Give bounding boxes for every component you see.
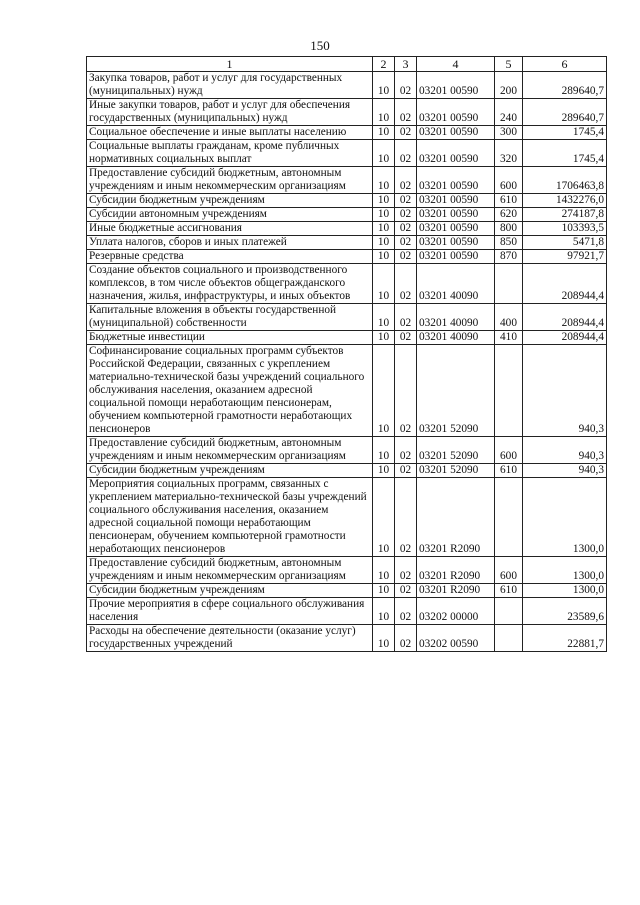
row-name-cell: Мероприятия социальных программ, связанных с укреплением материально-технической базы учреждений социального обслуживания населения, оказанием адресной социальной помощи неработающим пенсионерам, обучением компьютерной грамотности неработающих пенсионеров [87, 478, 373, 557]
target-article-cell: 03201 00590 [417, 126, 495, 140]
target-article-cell: 03201 52090 [417, 345, 495, 437]
section-code-cell: 10 [373, 437, 395, 464]
row-name-cell: Иные бюджетные ассигнования [87, 222, 373, 236]
table-row [87, 437, 607, 464]
row-name-cell: Софинансирование социальных программ субъектов Российской Федерации, связанных с укреплением материально-технической базы учреждений социального обслуживания населения, оказанием адресной социальной помощи неработающим пенсионерам, обучением компьютерной грамотности неработающих пенсионеров [87, 345, 373, 437]
section-code-cell: 10 [373, 126, 395, 140]
subsection-code-cell: 02 [395, 140, 417, 167]
table-row [87, 236, 607, 250]
expense-type-cell: 600 [495, 437, 523, 464]
subsection-code-cell: 02 [395, 72, 417, 99]
subsection-code-cell: 02 [395, 331, 417, 345]
amount-cell: 208944,4 [523, 264, 607, 304]
row-name-cell: Уплата налогов, сборов и иных платежей [87, 236, 373, 250]
table-row [87, 557, 607, 584]
expense-type-cell: 620 [495, 208, 523, 222]
section-code-cell: 10 [373, 557, 395, 584]
subsection-code-cell: 02 [395, 222, 417, 236]
target-article-cell: 03201 00590 [417, 167, 495, 194]
row-name-cell: Прочие мероприятия в сфере социального обслуживания населения [87, 598, 373, 625]
row-name-cell: Иные закупки товаров, работ и услуг для обеспечения государственных (муниципальных) нужд [87, 99, 373, 126]
target-article-cell: 03202 00000 [417, 598, 495, 625]
subsection-code-cell: 02 [395, 345, 417, 437]
subsection-code-cell: 02 [395, 99, 417, 126]
subsection-code-cell: 02 [395, 437, 417, 464]
section-code-cell: 10 [373, 99, 395, 126]
target-article-cell: 03201 52090 [417, 464, 495, 478]
section-code-cell: 10 [373, 194, 395, 208]
table-row [87, 99, 607, 126]
subsection-code-cell: 02 [395, 625, 417, 652]
amount-cell: 289640,7 [523, 99, 607, 126]
row-name-cell: Закупка товаров, работ и услуг для государственных (муниципальных) нужд [87, 72, 373, 99]
row-name-cell: Социальное обеспечение и иные выплаты населению [87, 126, 373, 140]
row-name-cell: Предоставление субсидий бюджетным, автономным учреждениям и иным некоммерческим организациям [87, 437, 373, 464]
amount-cell: 5471,8 [523, 236, 607, 250]
target-article-cell: 03201 00590 [417, 72, 495, 99]
expense-type-cell: 240 [495, 99, 523, 126]
table-row [87, 625, 607, 652]
target-article-cell: 03201 52090 [417, 437, 495, 464]
table-row [87, 194, 607, 208]
amount-cell: 97921,7 [523, 250, 607, 264]
subsection-code-cell: 02 [395, 194, 417, 208]
target-article-cell: 03202 00590 [417, 625, 495, 652]
amount-cell: 208944,4 [523, 331, 607, 345]
column-header: 3 [395, 57, 417, 72]
target-article-cell: 03201 40090 [417, 264, 495, 304]
amount-cell: 1706463,8 [523, 167, 607, 194]
page-number: 150 [310, 38, 330, 53]
expense-type-cell: 600 [495, 557, 523, 584]
table-row [87, 250, 607, 264]
subsection-code-cell: 02 [395, 264, 417, 304]
subsection-code-cell: 02 [395, 208, 417, 222]
amount-cell: 1300,0 [523, 478, 607, 557]
section-code-cell: 10 [373, 331, 395, 345]
table-row [87, 222, 607, 236]
row-name-cell: Предоставление субсидий бюджетным, автономным учреждениям и иным некоммерческим организациям [87, 167, 373, 194]
subsection-code-cell: 02 [395, 598, 417, 625]
expense-type-cell: 870 [495, 250, 523, 264]
expense-type-cell: 800 [495, 222, 523, 236]
expense-type-cell: 610 [495, 584, 523, 598]
table-row [87, 304, 607, 331]
section-code-cell: 10 [373, 72, 395, 99]
subsection-code-cell: 02 [395, 557, 417, 584]
row-name-cell: Субсидии бюджетным учреждениям [87, 464, 373, 478]
amount-cell: 1300,0 [523, 557, 607, 584]
section-code-cell: 10 [373, 236, 395, 250]
table-row [87, 584, 607, 598]
expense-type-cell [495, 345, 523, 437]
target-article-cell: 03201 00590 [417, 222, 495, 236]
target-article-cell: 03201 00590 [417, 194, 495, 208]
amount-cell: 940,3 [523, 464, 607, 478]
section-code-cell: 10 [373, 478, 395, 557]
budget-table [86, 56, 607, 652]
table-row [87, 208, 607, 222]
table-row [87, 464, 607, 478]
column-header: 2 [373, 57, 395, 72]
row-name-cell: Расходы на обеспечение деятельности (оказание услуг) государственных учреждений [87, 625, 373, 652]
target-article-cell: 03201 40090 [417, 331, 495, 345]
table-row [87, 478, 607, 557]
row-name-cell: Создание объектов социального и производственного комплексов, в том числе объектов общегражданского назначения, жилья, инфраструктуры, и иных объектов [87, 264, 373, 304]
section-code-cell: 10 [373, 167, 395, 194]
subsection-code-cell: 02 [395, 464, 417, 478]
budget-table-body [87, 57, 607, 652]
amount-cell: 940,3 [523, 437, 607, 464]
expense-type-cell: 610 [495, 194, 523, 208]
amount-cell: 274187,8 [523, 208, 607, 222]
target-article-cell: 03201 R2090 [417, 584, 495, 598]
amount-cell: 1300,0 [523, 584, 607, 598]
row-name-cell: Бюджетные инвестиции [87, 331, 373, 345]
amount-cell: 940,3 [523, 345, 607, 437]
table-row [87, 264, 607, 304]
column-header: 4 [417, 57, 495, 72]
expense-type-cell [495, 625, 523, 652]
target-article-cell: 03201 40090 [417, 304, 495, 331]
section-code-cell: 10 [373, 140, 395, 167]
expense-type-cell: 320 [495, 140, 523, 167]
amount-cell: 22881,7 [523, 625, 607, 652]
section-code-cell: 10 [373, 345, 395, 437]
section-code-cell: 10 [373, 208, 395, 222]
section-code-cell: 10 [373, 598, 395, 625]
subsection-code-cell: 02 [395, 584, 417, 598]
target-article-cell: 03201 00590 [417, 140, 495, 167]
table-row [87, 72, 607, 99]
section-code-cell: 10 [373, 222, 395, 236]
subsection-code-cell: 02 [395, 250, 417, 264]
subsection-code-cell: 02 [395, 126, 417, 140]
expense-type-cell [495, 264, 523, 304]
row-name-cell: Социальные выплаты гражданам, кроме публичных нормативных социальных выплат [87, 140, 373, 167]
amount-cell: 23589,6 [523, 598, 607, 625]
column-header: 6 [523, 57, 607, 72]
section-code-cell: 10 [373, 464, 395, 478]
column-header: 1 [87, 57, 373, 72]
amount-cell: 1432276,0 [523, 194, 607, 208]
amount-cell: 1745,4 [523, 140, 607, 167]
section-code-cell: 10 [373, 625, 395, 652]
expense-type-cell: 400 [495, 304, 523, 331]
target-article-cell: 03201 R2090 [417, 557, 495, 584]
target-article-cell: 03201 00590 [417, 208, 495, 222]
expense-type-cell: 850 [495, 236, 523, 250]
table-row [87, 598, 607, 625]
expense-type-cell: 300 [495, 126, 523, 140]
row-name-cell: Субсидии бюджетным учреждениям [87, 194, 373, 208]
expense-type-cell: 410 [495, 331, 523, 345]
target-article-cell: 03201 00590 [417, 250, 495, 264]
target-article-cell: 03201 00590 [417, 99, 495, 126]
section-code-cell: 10 [373, 250, 395, 264]
amount-cell: 208944,4 [523, 304, 607, 331]
expense-type-cell: 200 [495, 72, 523, 99]
section-code-cell: 10 [373, 584, 395, 598]
subsection-code-cell: 02 [395, 236, 417, 250]
table-row [87, 140, 607, 167]
table-header-row [87, 57, 607, 72]
expense-type-cell [495, 478, 523, 557]
table-row [87, 345, 607, 437]
target-article-cell: 03201 00590 [417, 236, 495, 250]
row-name-cell: Предоставление субсидий бюджетным, автономным учреждениям и иным некоммерческим организациям [87, 557, 373, 584]
amount-cell: 1745,4 [523, 126, 607, 140]
row-name-cell: Резервные средства [87, 250, 373, 264]
section-code-cell: 10 [373, 264, 395, 304]
subsection-code-cell: 02 [395, 478, 417, 557]
expense-type-cell: 600 [495, 167, 523, 194]
expense-type-cell: 610 [495, 464, 523, 478]
amount-cell: 103393,5 [523, 222, 607, 236]
table-row [87, 331, 607, 345]
subsection-code-cell: 02 [395, 167, 417, 194]
target-article-cell: 03201 R2090 [417, 478, 495, 557]
table-row [87, 167, 607, 194]
amount-cell: 289640,7 [523, 72, 607, 99]
row-name-cell: Субсидии бюджетным учреждениям [87, 584, 373, 598]
table-row [87, 126, 607, 140]
expense-type-cell [495, 598, 523, 625]
subsection-code-cell: 02 [395, 304, 417, 331]
section-code-cell: 10 [373, 304, 395, 331]
row-name-cell: Капитальные вложения в объекты государственной (муниципальной) собственности [87, 304, 373, 331]
column-header: 5 [495, 57, 523, 72]
row-name-cell: Субсидии автономным учреждениям [87, 208, 373, 222]
